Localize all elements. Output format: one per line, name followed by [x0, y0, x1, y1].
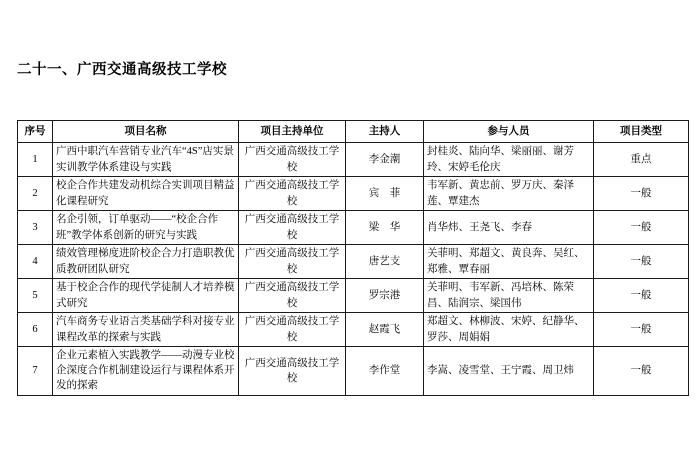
cell-project-name: 名企引领，订单驱动——“校企合作班”教学体系创新的研究与实践: [53, 211, 239, 245]
cell-participants: 肖华炜、王尧飞、李春: [424, 211, 594, 245]
col-header-leader: 主持人: [346, 121, 424, 143]
col-header-project-name: 项目名称: [53, 121, 239, 143]
cell-host-unit: 广西交通高级技工学校: [239, 143, 346, 177]
table-row: [18, 347, 689, 396]
cell-project-type: 一般: [594, 347, 689, 396]
cell-participants: 郑超文、林柳波、宋婷、纪静华、罗莎、周娟娟: [424, 313, 594, 347]
cell-host-unit: 广西交通高级技工学校: [239, 211, 346, 245]
cell-leader: 梁 华: [346, 211, 424, 245]
cell-host-unit: 广西交通高级技工学校: [239, 313, 346, 347]
cell-project-type: 一般: [594, 211, 689, 245]
cell-project-type: 一般: [594, 279, 689, 313]
cell-leader: 罗宗港: [346, 279, 424, 313]
cell-participants: 韦军新、黄忠前、罗万庆、秦泽莲、覃建杰: [424, 177, 594, 211]
cell-project-type: 重点: [594, 143, 689, 177]
cell-participants: 关菲明、郑超文、黄良奔、吴红、郑雅、覃春丽: [424, 245, 594, 279]
cell-host-unit: 广西交通高级技工学校: [239, 177, 346, 211]
cell-project-name: 汽车商务专业语言类基础学科对接专业课程改革的探索与实践: [53, 313, 239, 347]
cell-serial-number: 1: [18, 143, 53, 177]
col-header-project-type: 项目类型: [594, 121, 689, 143]
table-row: [18, 143, 689, 177]
cell-participants: 关菲明、韦军新、冯培林、陈荣昌、陆润宗、梁国伟: [424, 279, 594, 313]
cell-project-type: 一般: [594, 245, 689, 279]
cell-serial-number: 4: [18, 245, 53, 279]
cell-host-unit: 广西交通高级技工学校: [239, 245, 346, 279]
table-row: [18, 245, 689, 279]
cell-project-name: 基于校企合作的现代学徒制人才培养模式研究: [53, 279, 239, 313]
cell-leader: 唐艺支: [346, 245, 424, 279]
cell-serial-number: 7: [18, 347, 53, 396]
projects-table: [17, 120, 689, 396]
cell-project-name: 校企合作共建发动机综合实训项目精益化课程研究: [53, 177, 239, 211]
col-header-no: 序号: [18, 121, 53, 143]
table-row: [18, 211, 689, 245]
table-row: [18, 279, 689, 313]
section-title: 二十一、广西交通高级技工学校: [17, 62, 227, 78]
cell-serial-number: 6: [18, 313, 53, 347]
cell-leader: 李作堂: [346, 347, 424, 396]
col-header-host-unit: 项目主持单位: [239, 121, 346, 143]
col-header-participants: 参与人员: [424, 121, 594, 143]
cell-participants: 封桂炎、陆向华、梁丽丽、谢芳玲、宋婷毛伦庆: [424, 143, 594, 177]
cell-leader: 赵霞飞: [346, 313, 424, 347]
cell-host-unit: 广西交通高级技工学校: [239, 279, 346, 313]
cell-participants: 李嵩、凌雪堂、王宁霞、周卫炜: [424, 347, 594, 396]
table-row: [18, 177, 689, 211]
cell-serial-number: 2: [18, 177, 53, 211]
cell-leader: 宾 菲: [346, 177, 424, 211]
cell-project-name: 广西中职汽车营销专业汽车“4S”店实景实训教学体系建设与实践: [53, 143, 239, 177]
cell-project-name: 绩效管理梯度进阶校企合力打造职教优质教研团队研究: [53, 245, 239, 279]
cell-serial-number: 5: [18, 279, 53, 313]
cell-project-type: 一般: [594, 313, 689, 347]
cell-project-name: 企业元素植入实践教学——动漫专业校企深度合作机制建设运行与课程体系开发的探索: [53, 347, 239, 396]
cell-project-type: 一般: [594, 177, 689, 211]
cell-leader: 李金潮: [346, 143, 424, 177]
table-row: [18, 313, 689, 347]
cell-host-unit: 广西交通高级技工学校: [239, 347, 346, 396]
cell-serial-number: 3: [18, 211, 53, 245]
table-header-row: [18, 121, 689, 143]
